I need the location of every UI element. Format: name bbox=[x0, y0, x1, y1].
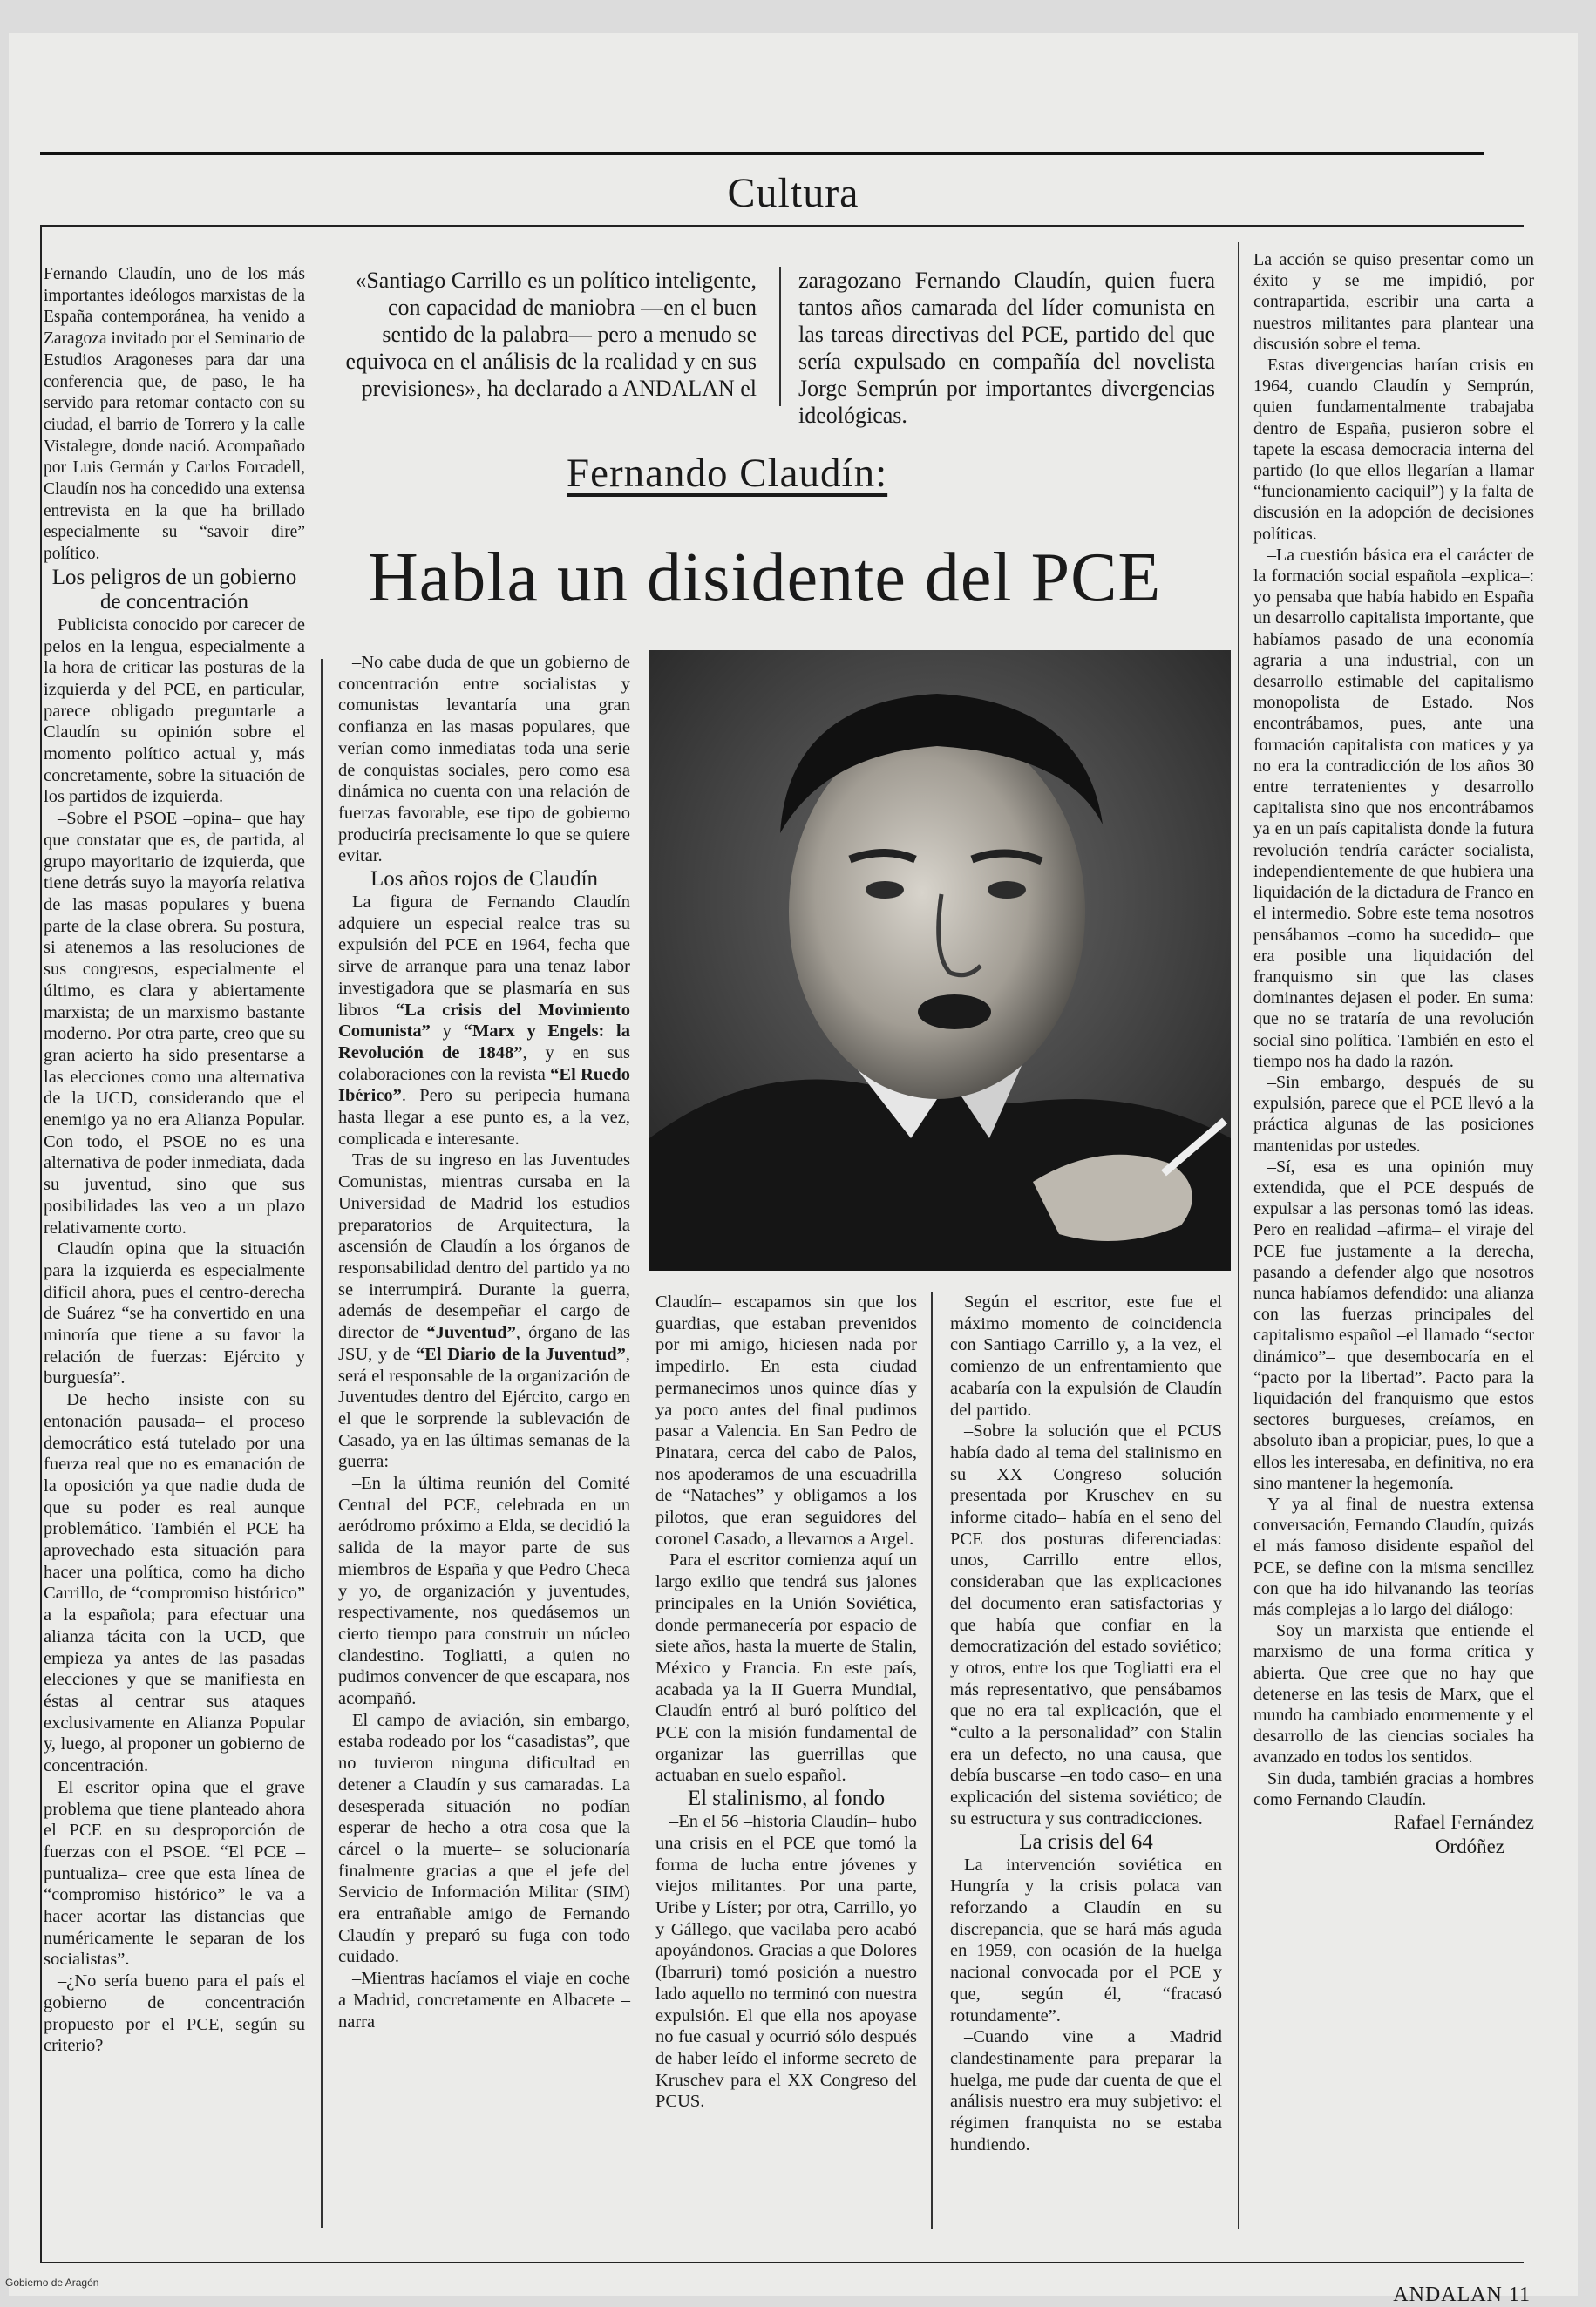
portrait-photo bbox=[649, 650, 1231, 1271]
author-byline bbox=[1253, 1810, 1534, 1859]
paragraph: Según el escritor, este fue el máximo momento de coincidencia con Santiago Carrillo y, a la vez, el comienzo de un enfrentamiento que acabaría con la expulsión de Claudín del partido. bbox=[950, 1293, 1222, 1420]
column-rule bbox=[321, 659, 323, 2228]
deck-rule bbox=[779, 267, 781, 406]
paragraph: –Sobre la solución que el PCUS había dado al tema del stalinismo en su XX Congreso –solución presentada por Kruschev en su informe citado– había en el seno del PCE dos posturas diferenciadas: unos, Carrillo entre ellos, consideraban que las explicaciones del documento eran satisfactorias y que había que confiar en la democratización del estado soviético; y otros, entre los que Togliatti era el más representativo, que pensábamos que no era tal explicación, que el “culto a la personalidad” con Stalin era un defecto, no una causa, que debía buscarse –en todo caso– en una explicación del sistema soviético; de su estructura y sus contradicciones. bbox=[950, 1422, 1222, 1829]
newspaper-title: “Juventud” bbox=[426, 1323, 516, 1343]
paragraph bbox=[338, 1150, 630, 1473]
paragraph: –De hecho –insiste con su entonación pausada– el proceso democrático está tutelado por una fuerza real que no es emanación de la oposición ya que nadie duda de que su poder es real aunque problemático. También el PCE ha aprovechado esta situación para hacer una política, como ha dicho Carrillo, de “compromiso histórico” a la española; para efectuar una alianza tácita con la UCD, que empieza ya antes de las pasadas elecciones y que se manifiesta en éstas al centrar sus ataques exclusivamente en Alianza Popular y, luego, al proponer un gobierno de concentración. bbox=[44, 1390, 305, 1776]
magazine-title: “El Ruedo Ibérico” bbox=[338, 1064, 631, 1106]
deck-quote-left: «Santiago Carrillo es un político inteligente, con capacidad de maniobra —en el buen sentido de la palabra— pero a menudo se equivoca en el análisis de la realidad y en sus previsiones», ha declarado a ANDALAN el bbox=[345, 268, 757, 401]
subheading-stalinismo: El stalinismo, al fondo bbox=[687, 1787, 886, 1811]
column-rule bbox=[931, 1292, 933, 2229]
paragraph: Claudín– escapamos sin que los guardias, que estaban prevenidos por mi amigo, hiciesen nada por impedirlo. En esta ciudad permanecimos unos quince días y ya poco antes del final pudimos pasar a Valencia. En San Pedro de Pinatara, cerca del cabo de Palos, nos apoderamos de una escuadrilla de “Nataches” y obligamos a los pilotos, que eran seguidores del coronel Casado, a llevarnos a Argel. bbox=[655, 1293, 917, 1549]
intro-paragraph: Fernando Claudín, uno de los más importantes ideólogos marxistas de la España contemporánea, ha venido a Zaragoza invitado por el Seminario de Estudios Aragoneses para dar una conferencia que, de paso, le ha servido para retomar contacto con su ciudad, el barrio de Torrero y la calle Vistalegre, donde nació. Acompañado por Luis Germán y Carlos Forcadell, Claudín nos ha concedido una extensa entrevista en la que ha brillado especialmente su “savoir dire” político. bbox=[44, 265, 305, 564]
text: . Pero su peripecia humana hasta llegar a ese punto es, a la vez, complicada e interesante. bbox=[338, 1086, 630, 1149]
subheading-peligros: Los peligros de un gobierno de concentración bbox=[51, 565, 297, 614]
archive-watermark: Gobierno de Aragón bbox=[5, 2276, 99, 2289]
paragraph: –Sí, esa es una opinión muy extendida, que el PCE después de expulsar a las personas tomó las ideas. Pero en realidad –afirma– el viraje del PCE fue justamente a la derecha, pasando a defender algo que nosotros nunca habíamos defendido: una alianza con las fuerzas principales del capitalismo español –el llamado “sector dinámico”– que desembocaría en el “pacto por la libertad”. Pacto para la liquidación del franquismo que estos sectores burgueses, creíamos, en absoluto iban a propiciar, pues, lo que a ellos les interesaba, en definitiva, no era sino mantener la hegemonía. bbox=[1253, 1157, 1534, 1493]
top-rule bbox=[40, 152, 1484, 155]
paragraph: Estas divergencias harían crisis en 1964, cuando Claudín y Semprún, quien fundamentalmente trabajaba dentro de España, pusieron sobre el tapete la escasa democracia interna del partido (lo que ellos llegarían a llamar “funcionamiento caciquil”) y la falta de discusión en la adopción de decisiones políticas. bbox=[1253, 356, 1534, 544]
column-1 bbox=[44, 264, 305, 2057]
paragraph: Y ya al final de nuestra extensa conversación, Fernando Claudín, quizás el más famoso disidente español del PCE, se define con la misma sencillez con que ha ido hilvanando las teorías más complejas a lo largo del diálogo: bbox=[1253, 1494, 1534, 1619]
paragraph: –Soy un marxista que entiende el marxismo de una forma crítica y abierta. Que cree que no hay que detenerse en las tesis de Marx, que el mundo ha cambiado enormemente y el desarrollo de las ciencias sociales ha avanzado en todos los sentidos. bbox=[1253, 1621, 1534, 1768]
column-5 bbox=[1253, 249, 1534, 1859]
author-surname: Ordóñez bbox=[1435, 1835, 1504, 1858]
text: Tras de su ingreso en las Juventudes Comunistas, mientras cursaba en la Universidad de Madrid los estudios preparatorios de Arquitectura, la ascensión de Claudín a los órganos de responsabilidad dentro del partido ya no se interrumpirá. Durante la guerra, además de desempeñar el cargo de director de bbox=[338, 1150, 630, 1343]
paragraph: –En la última reunión del Comité Central del PCE, celebrada en un aeródromo próximo a Elda, se decidió la salida de la mayor parte de sus miembros de España y que Pedro Checa y yo, de organización y juventudes, respectivamente, nos quedásemos un cierto tiempo para construir un núcleo clandestino. Togliatti, a quien no pudimos convencer de que escapara, nos acompañó. bbox=[338, 1474, 630, 1709]
book-title: “La crisis del Movimiento Comunista” bbox=[338, 1000, 630, 1042]
paragraph: –Sobre el PSOE –opina– que hay que constatar que es, de partida, al grupo mayoritario de izquierda, que tiene detrás suyo la mayoría relativa de las masas populares y buena parte de la clase obrera. Su postura, si atenemos a las resoluciones de sus congresos, especialmente el último, es clara y abiertamente marxista; de un marxismo bastante moderno. Por otra parte, creo que su gran acierto ha sido presentarse a las elecciones como una alternativa de la UCD, considerando que el enemigo ya no era Alianza Popular. Con todo, el PSOE no es una alternativa de poder inmediata, dada su juventud, sino que sus posibilidades las veo a un plazo relativamente corto. bbox=[44, 809, 305, 1238]
paragraph: Sin duda, también gracias a hombres como Fernando Claudín. bbox=[1253, 1768, 1534, 1809]
paragraph bbox=[338, 892, 630, 1150]
paragraph: –No cabe duda de que un gobierno de concentración entre socialistas y comunistas levantaría una gran confianza en las masas populares, que verían como inmediatas toda una serie de conquistas sociales, pero como esa dinámica no cuenta con una relación de fuerzas favorable, ese tipo de gobierno produciría precisamente lo que se quiere evitar. bbox=[338, 653, 630, 866]
column-4 bbox=[950, 1292, 1222, 2155]
portrait-illustration bbox=[649, 650, 1231, 1271]
text: y bbox=[430, 1021, 464, 1042]
paragraph: –Cuando vine a Madrid clandestinamente para preparar la huelga, me pude dar cuenta de que el análisis nuestro era muy subjetivo: el régimen franquista no se estaba hundiendo. bbox=[950, 2027, 1222, 2154]
text: , órgano de las JSU, y de bbox=[338, 1323, 630, 1364]
subheading-anos-rojos: Los años rojos de Claudín bbox=[370, 867, 599, 892]
text: , será el responsable de la organización de Juventudes dentro del Ejército, cargo en el que le sorprende la sublevación de Casado, ya en las últimas semanas de la guerra: bbox=[338, 1344, 630, 1472]
paragraph: –Mientras hacíamos el viaje en coche a Madrid, concretamente en Albacete –narra bbox=[338, 1969, 630, 2032]
paragraph: El escritor opina que el grave problema que tiene planteado ahora el PCE en su desproporción de fuerzas con el PSOE. “El PCE –puntualiza– cree que esta línea de “compromiso histórico” le va a hacer acortar las distancias que numéricamente le separan de los socialistas”. bbox=[44, 1777, 305, 1970]
paragraph: –La cuestión básica era el carácter de la formación social española –explica–: yo pensaba que había habido en España un desarrollo capitalista importante, que habíamos pasado de una economía agraria a una industrial, con un desarrollo estimable del capitalismo monopolista de Estado. Nos encontrábamos, pues, ante una formación capitalista con matices y ya no era la contradicción de los años 30 entre terratenientes y desarrollo capitalista sino que nos encontrábamos ya en un país capitalista donde la futura revolución tendría carácter socialista, independientemente de que hubiera una liquidación de la dictadura de Franco en el intermedio. Sobre este tema nosotros pensábamos –como ha sucedido– que era posible una liquidación del franquismo sin que las clases dominantes dejasen el poder. En suma: que no se trataría de una revolución social sino política. También en esto el tiempo nos ha dado la razón. bbox=[1253, 545, 1534, 1071]
newspaper-page bbox=[9, 33, 1578, 2306]
paragraph: La acción se quiso presentar como un éxito y se me impidió, por contrapartida, escribir una carta a nuestros militantes para plantear una discusión sobre el tema. bbox=[1253, 250, 1534, 354]
page-footer: ANDALAN 11 bbox=[1393, 2283, 1531, 2306]
column-3 bbox=[655, 1292, 917, 2113]
subheading-crisis-64: La crisis del 64 bbox=[1019, 1829, 1153, 1854]
paragraph: La intervención soviética en Hungría y la crisis polaca van reforzando a Claudín en su discrepancia, que se hará más aguda en 1959, con ocasión de la huelga nacional convocada por el PCE y que, según él, “fracasó rotundamente”. bbox=[950, 1855, 1222, 2025]
column-2 bbox=[338, 652, 630, 2032]
paragraph: –En el 56 –historia Claudín– hubo una crisis en el PCE que tomó la forma de lucha entre jóvenes y viejos militantes. Por una parte, Uribe y Líster; por otra, Carrillo, yo y Gállego, que vacilaba pero acabó apoyándonos. Gracias a que Dolores (Ibarruri) tomó posición a nuestro lado aquello no terminó con nuestra expulsión. El que ella nos apoyase no fue casual y ocurrió sólo después de haber leído el informe secreto de Kruschev para el XX Congreso del PCUS. bbox=[655, 1812, 918, 2112]
paragraph: El campo de aviación, sin embargo, estaba rodeado por los “casadistas”, que no tuvieron ninguna dificultad en detener a Claudín y sus camaradas. La desesperada situación –no podían esperar de hecho a otra cosa que la cárcel o la muerte– se solucionaría finalmente gracias a que el jefe del Servicio de Información Militar (SIM) era entrañable amigo de Fernando Claudín y preparó su fuga con todo cuidado. bbox=[338, 1710, 630, 1967]
author-name: Rafael Fernández bbox=[1393, 1811, 1534, 1834]
book-title: “Marx y Engels: la Revolución de 1848” bbox=[338, 1021, 631, 1062]
section-title: Cultura bbox=[727, 170, 859, 216]
article-headline: Habla un disidente del PCE bbox=[368, 539, 1162, 616]
column-rule bbox=[1238, 242, 1239, 2229]
article-kicker: Fernando Claudín: bbox=[567, 451, 888, 496]
paragraph: Claudín opina que la situación para la izquierda es especialmente difícil ahora, pues el centro-derecha de Suárez “se ha convertido en una minoría que tiene a su favor la relación de fuerzas: Ejército y burguesía”. bbox=[44, 1239, 305, 1388]
deck-quote-right: zaragozano Fernando Claudín, quien fuera tantos años camarada del líder comunista en las tareas directivas del PCE, partido del que sería expulsado en compañía del novelista Jorge Semprún por importantes divergencias ideológicas. bbox=[798, 268, 1215, 428]
paragraph: Publicista conocido por carecer de pelos en la lengua, especialmente a la hora de criticar las posturas de la izquierda y del PCE, en particular, parece obligado preguntarle a Claudín su opinión sobre el momento político actual y, más concretamente, sobre la situación de los partidos de izquierda. bbox=[44, 614, 305, 807]
text: , y en sus colaboraciones con la revista bbox=[338, 1042, 630, 1084]
paragraph: –Sin embargo, después de su expulsión, parece que el PCE llevó a la práctica algunas de las posiciones mantenidas por ustedes. bbox=[1253, 1072, 1534, 1156]
newspaper-title: “El Diario de la Juventud” bbox=[415, 1344, 626, 1364]
text: La figura de Fernando Claudín adquiere un especial realce tras su expulsión del PCE en 1964, fecha que sirve de arranque para una tenaz labor investigadora que se plasmaría en sus libros bbox=[338, 892, 630, 1020]
paragraph: Para el escritor comienza aquí un largo exilio que tendrá sus jalones principales en la Unión Soviética, donde permanecería por espacio de siete años, hasta la muerte de Stalin, México y Francia. En este país, acabada ya la II Guerra Mundial, Claudín entró al buró político del PCE con la misión fundamental de organizar las guerrillas que actuaban en suelo español. bbox=[655, 1550, 917, 1786]
paragraph: –¿No sería bueno para el país el gobierno de concentración propuesto por el PCE, según su criterio? bbox=[44, 1971, 305, 2056]
